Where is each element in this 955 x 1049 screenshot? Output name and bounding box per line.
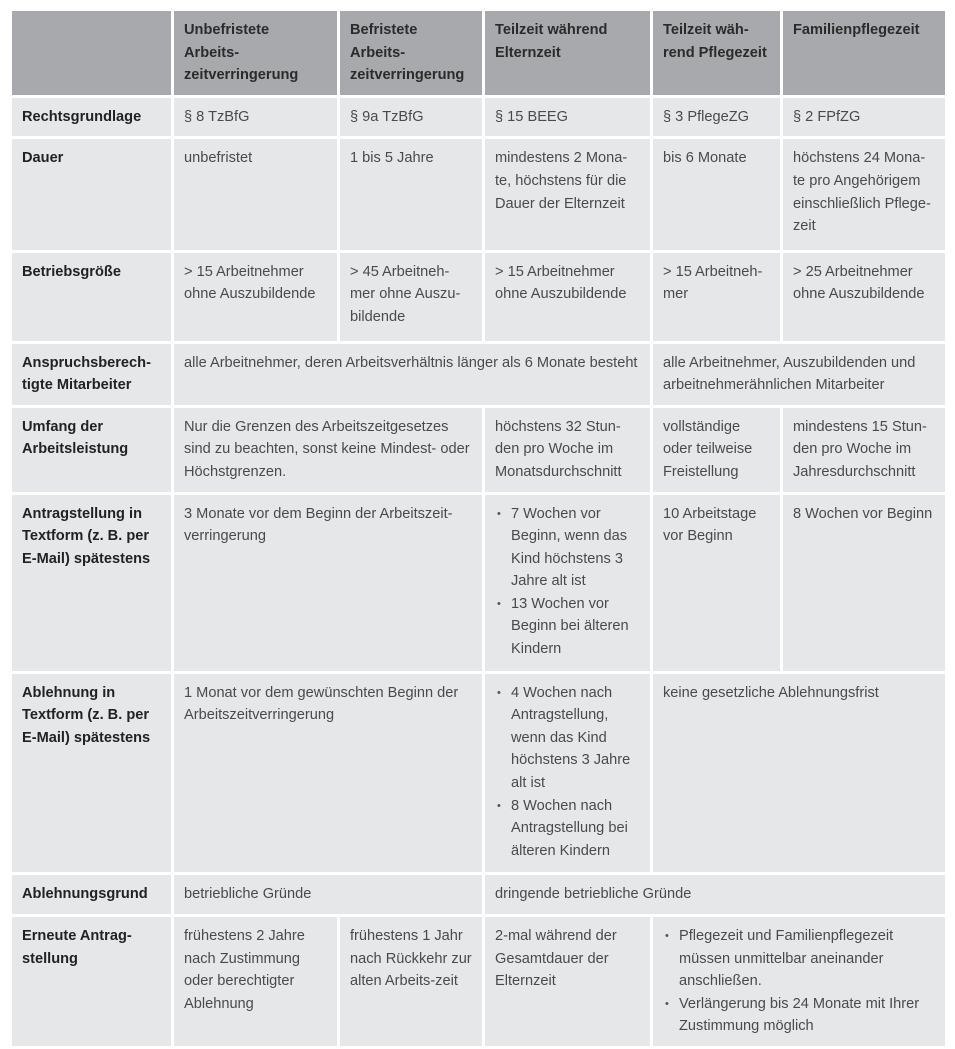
table-row	[12, 139, 945, 249]
table-cell: höchstens 32 Stun-den pro Woche im Monatsdurchschnitt	[485, 408, 650, 492]
table-row	[12, 408, 945, 492]
table-cell: § 3 PflegeZG	[653, 98, 780, 137]
table-cell: > 15 Arbeitnehmer ohne Auszubildende	[174, 253, 337, 341]
header-corner	[12, 11, 171, 95]
table-cell: § 2 FPfZG	[783, 98, 945, 137]
table-cell-list	[485, 495, 650, 671]
table-cell: 3 Monate vor dem Beginn der Arbeitszeit-verringerung	[174, 495, 482, 671]
table-cell: 1 Monat vor dem gewünschten Beginn der Arbeitszeitverringerung	[174, 674, 482, 873]
table-cell: unbefristet	[174, 139, 337, 249]
row-label-umfang: Umfang der Arbeitsleistung	[12, 408, 171, 492]
table-cell: keine gesetzliche Ablehnungsfrist	[653, 674, 945, 873]
table-cell: mindestens 15 Stun-den pro Woche im Jahresdurchschnitt	[783, 408, 945, 492]
table-cell: bis 6 Monate	[653, 139, 780, 249]
bullet-list	[663, 925, 935, 1038]
table-cell: 2-mal während der Gesamtdauer der Elternzeit	[485, 917, 650, 1046]
table-cell: 10 Arbeitstage vor Beginn	[653, 495, 780, 671]
bullet-list	[495, 682, 640, 863]
table-cell: 1 bis 5 Jahre	[340, 139, 482, 249]
table-cell: betriebliche Gründe	[174, 875, 482, 914]
list-item: • 8 Wochen nach Antragstellung bei älteren Kindern	[511, 795, 640, 863]
row-label-rechtsgrundlage: Rechtsgrundlage	[12, 98, 171, 137]
table-cell: mindestens 2 Mona-te, höchstens für die Dauer der Elternzeit	[485, 139, 650, 249]
table-row	[12, 875, 945, 914]
table-row	[12, 917, 945, 1046]
bullet-list	[495, 503, 640, 661]
row-label-dauer: Dauer	[12, 139, 171, 249]
table-cell: vollständige oder teilweise Freistellung	[653, 408, 780, 492]
table-cell: § 15 BEEG	[485, 98, 650, 137]
table-row	[12, 344, 945, 405]
list-item: • 7 Wochen vor Beginn, wenn das Kind höchstens 3 Jahre alt ist	[511, 503, 640, 593]
row-label-anspruchsberechtigte: Anspruchsberech-tigte Mitarbeiter	[12, 344, 171, 405]
row-label-ablehnungsgrund: Ablehnungsgrund	[12, 875, 171, 914]
table-cell: alle Arbeitnehmer, deren Arbeitsverhältnis länger als 6 Monate besteht	[174, 344, 650, 405]
table-row	[12, 674, 945, 873]
table-cell: dringende betriebliche Gründe	[485, 875, 945, 914]
table-cell: > 15 Arbeitnehmer ohne Auszubildende	[485, 253, 650, 341]
table-cell: frühestens 1 Jahr nach Rückkehr zur alten Arbeits-zeit	[340, 917, 482, 1046]
table-cell: 8 Wochen vor Beginn	[783, 495, 945, 671]
header-row	[12, 11, 945, 95]
row-label-ablehnung: Ablehnung in Textform (z. B. per E-Mail) spätestens	[12, 674, 171, 873]
table-cell: höchstens 24 Mona-te pro Angehörigem einschließlich Pflege-zeit	[783, 139, 945, 249]
table-cell-list	[653, 917, 945, 1046]
table-cell: Nur die Grenzen des Arbeitszeitgesetzes sind zu beachten, sonst keine Mindest- oder Höchstgrenzen.	[174, 408, 482, 492]
row-label-betriebsgroesse: Betriebsgröße	[12, 253, 171, 341]
comparison-table	[9, 8, 948, 1049]
table-row	[12, 495, 945, 671]
table-cell-list	[485, 674, 650, 873]
table-cell: > 15 Arbeitneh-mer	[653, 253, 780, 341]
list-item: • Verlängerung bis 24 Monate mit Ihrer Zustimmung möglich	[679, 993, 935, 1038]
table-cell: > 45 Arbeitneh-mer ohne Auszu-bildende	[340, 253, 482, 341]
list-item: • Pflegezeit und Familienpflegezeit müssen unmittelbar aneinander anschließen.	[679, 925, 935, 993]
table-cell: > 25 Arbeitnehmer ohne Auszubildende	[783, 253, 945, 341]
header-elternzeit: Teilzeit während Elternzeit	[485, 11, 650, 95]
table-row	[12, 253, 945, 341]
row-label-antragstellung: Antragstellung in Textform (z. B. per E-Mail) spätestens	[12, 495, 171, 671]
header-familienpflegezeit: Familienpflegezeit	[783, 11, 945, 95]
table-cell: § 8 TzBfG	[174, 98, 337, 137]
header-befristete: Befristete Arbeits-zeitverringerung	[340, 11, 482, 95]
list-item: • 4 Wochen nach Antragstellung, wenn das Kind höchstens 3 Jahre alt ist	[511, 682, 640, 795]
header-pflegezeit: Teilzeit wäh-rend Pflegezeit	[653, 11, 780, 95]
table-cell: § 9a TzBfG	[340, 98, 482, 137]
table-row	[12, 98, 945, 137]
table-cell: frühestens 2 Jahre nach Zustimmung oder berechtigter Ablehnung	[174, 917, 337, 1046]
list-item: • 13 Wochen vor Beginn bei älteren Kindern	[511, 593, 640, 661]
row-label-erneute: Erneute Antrag-stellung	[12, 917, 171, 1046]
header-unbefristete: Unbefristete Arbeits-zeitverringerung	[174, 11, 337, 95]
table-cell: alle Arbeitnehmer, Auszubildenden und arbeitnehmerähnlichen Mitarbeiter	[653, 344, 945, 405]
